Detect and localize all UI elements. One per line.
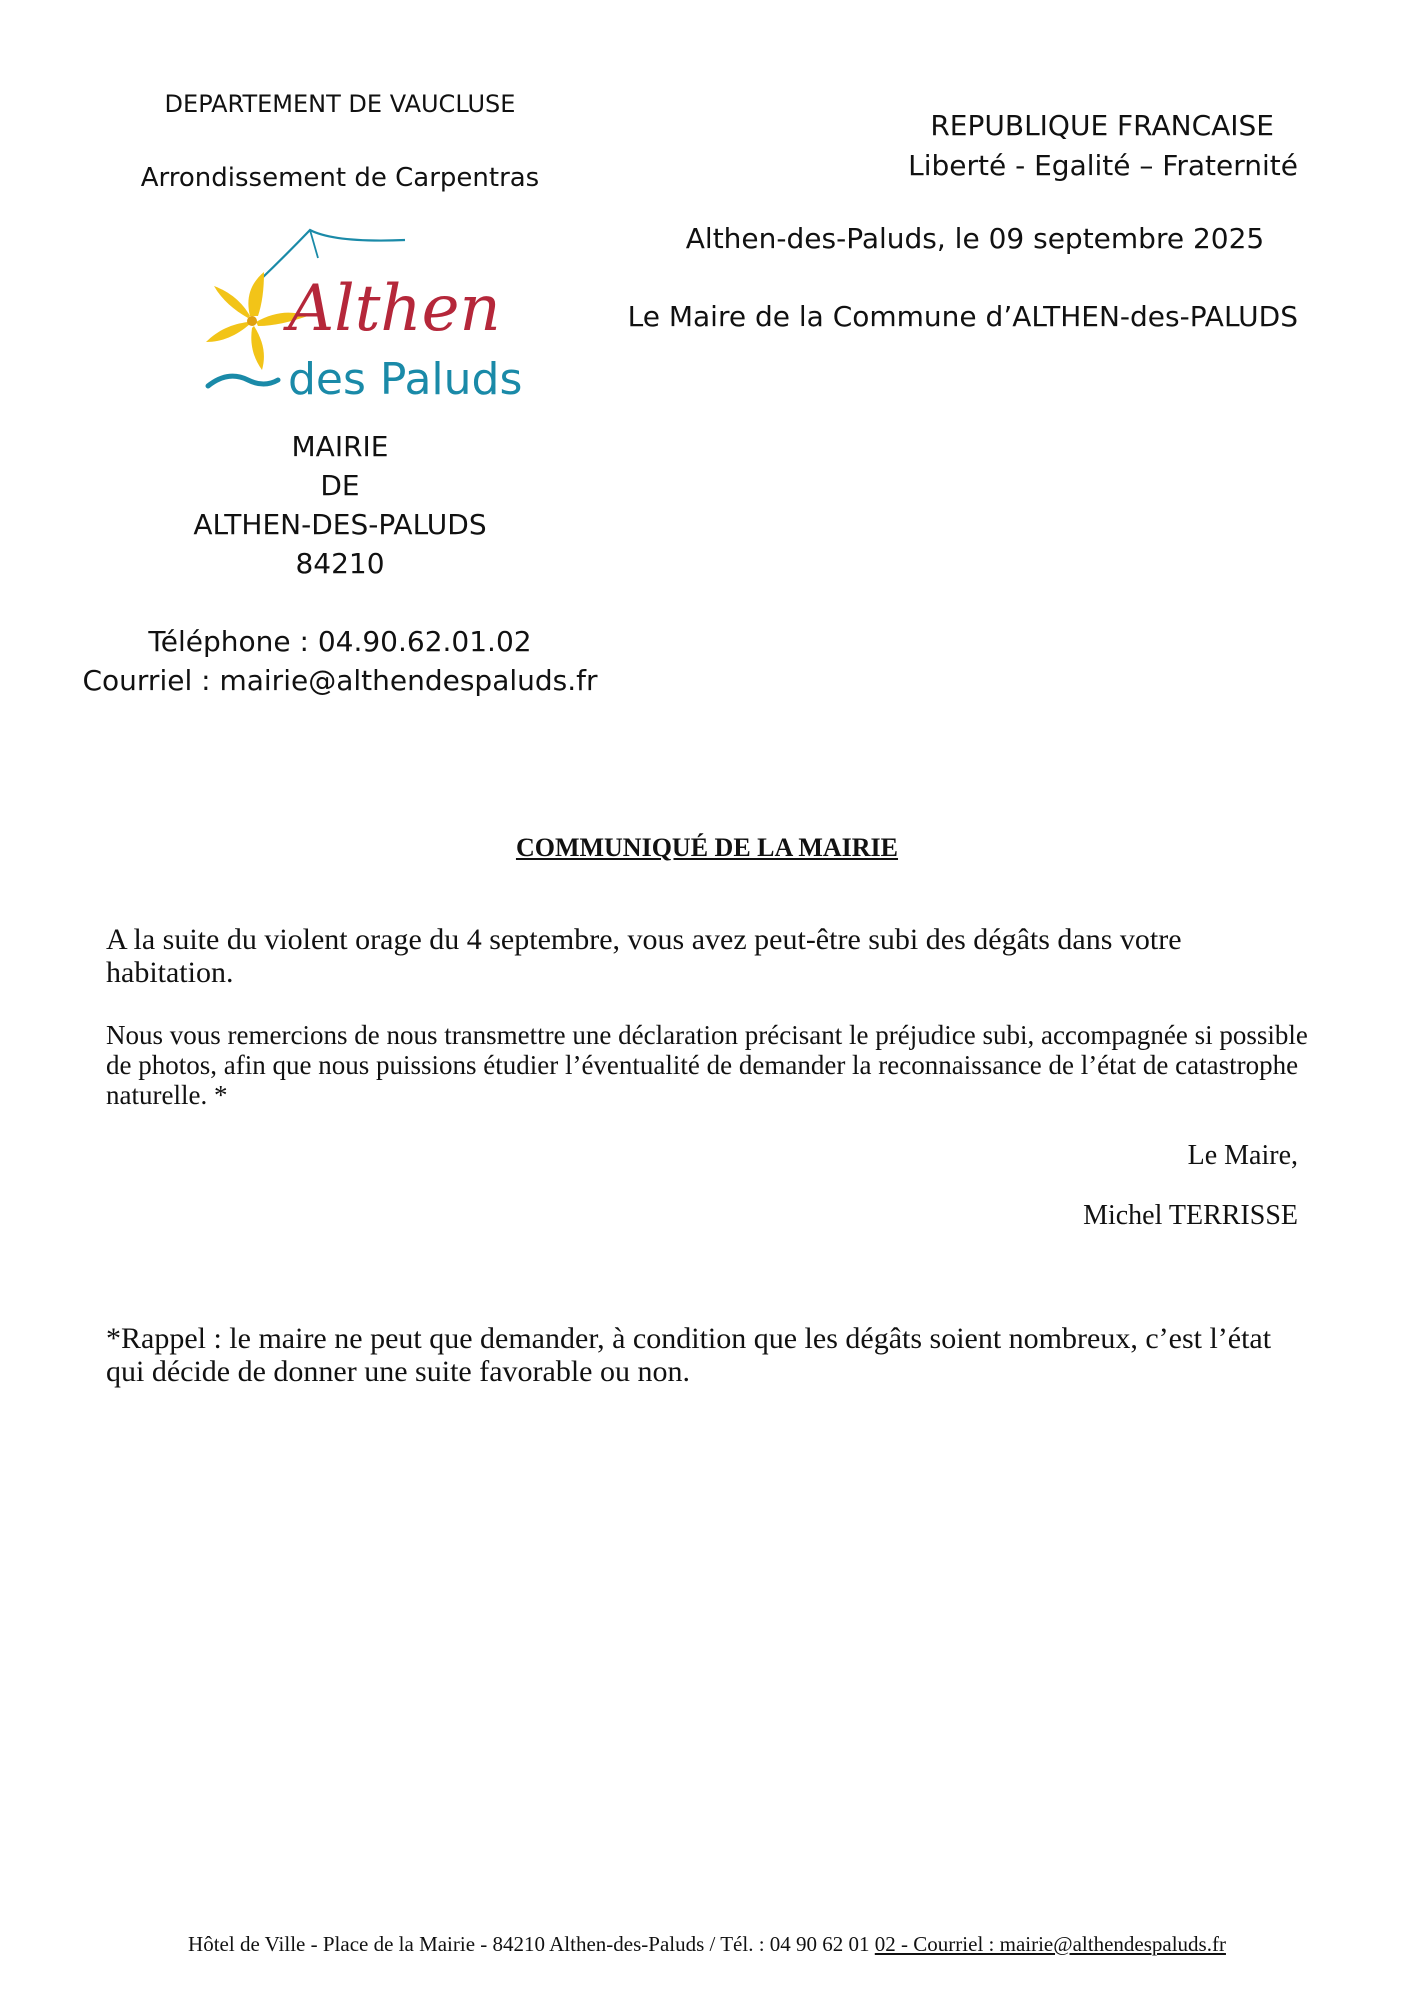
courriel-text: Courriel : mairie@althendespaluds.fr	[82, 664, 598, 697]
mairie-line: 84210	[295, 547, 385, 580]
republic-title: REPUBLIQUE FRANCAISE	[930, 109, 1274, 142]
mairie-line: DE	[320, 469, 360, 502]
footer-contact-link[interactable]: 02 - Courriel : mairie@althendespaluds.fr	[874, 1932, 1226, 1956]
republic-block	[698, 106, 1298, 186]
mairie-line: MAIRIE	[291, 430, 389, 463]
letter-date: Althen-des-Paluds, le 09 septembre 2025	[685, 222, 1265, 255]
paragraph-intro: A la suite du violent orage du 4 septembre, vous avez peut-être subi des dégâts dans votre habitation.	[106, 923, 1182, 989]
footer-address: Hôtel de Ville - Place de la Mairie - 84210 Althen-des-Paluds / Tél. : 04 90 62 01	[188, 1932, 875, 1956]
mairie-address-block	[140, 427, 540, 583]
signature-title: Le Maire,	[1187, 1140, 1298, 1171]
contact-block	[60, 622, 620, 700]
signature-name: Michel TERRISSE	[1083, 1200, 1298, 1231]
logo-word-althen: Althen	[288, 272, 501, 346]
logo-word-des-paluds: des Paluds	[288, 354, 523, 405]
logo-wave	[208, 376, 278, 386]
republic-motto: Liberté - Egalité – Fraternité	[908, 149, 1298, 182]
althen-des-paluds-logo	[190, 218, 523, 405]
page-title: COMMUNIQUÉ DE LA MAIRIE	[515, 833, 899, 862]
telephone-text: Téléphone : 04.90.62.01.02	[148, 625, 532, 658]
logo-roof-tick	[310, 230, 318, 258]
department-name: DEPARTEMENT DE VAUCLUSE	[164, 90, 516, 118]
mairie-line: ALTHEN-DES-PALUDS	[193, 508, 487, 541]
letter-sender: Le Maire de la Commune d’ALTHEN-des-PALUDS	[627, 300, 1298, 333]
paragraph-reminder: *Rappel : le maire ne peut que demander, à condition que les dégâts soient nombreux, c’est l’état qui décide de donner une suite favorable ou non.	[106, 1322, 1272, 1388]
paragraph-request: Nous vous remercions de nous transmettre une déclaration précisant le préjudice subi, accompagnée si possible de photos, afin que nous puissions étudier l’éventualité de demander la reconnaissance de l’état de catastrophe naturelle. *	[106, 1020, 1308, 1110]
arrondissement-name: Arrondissement de Carpentras	[140, 163, 540, 193]
page-footer	[0, 1932, 1414, 1957]
